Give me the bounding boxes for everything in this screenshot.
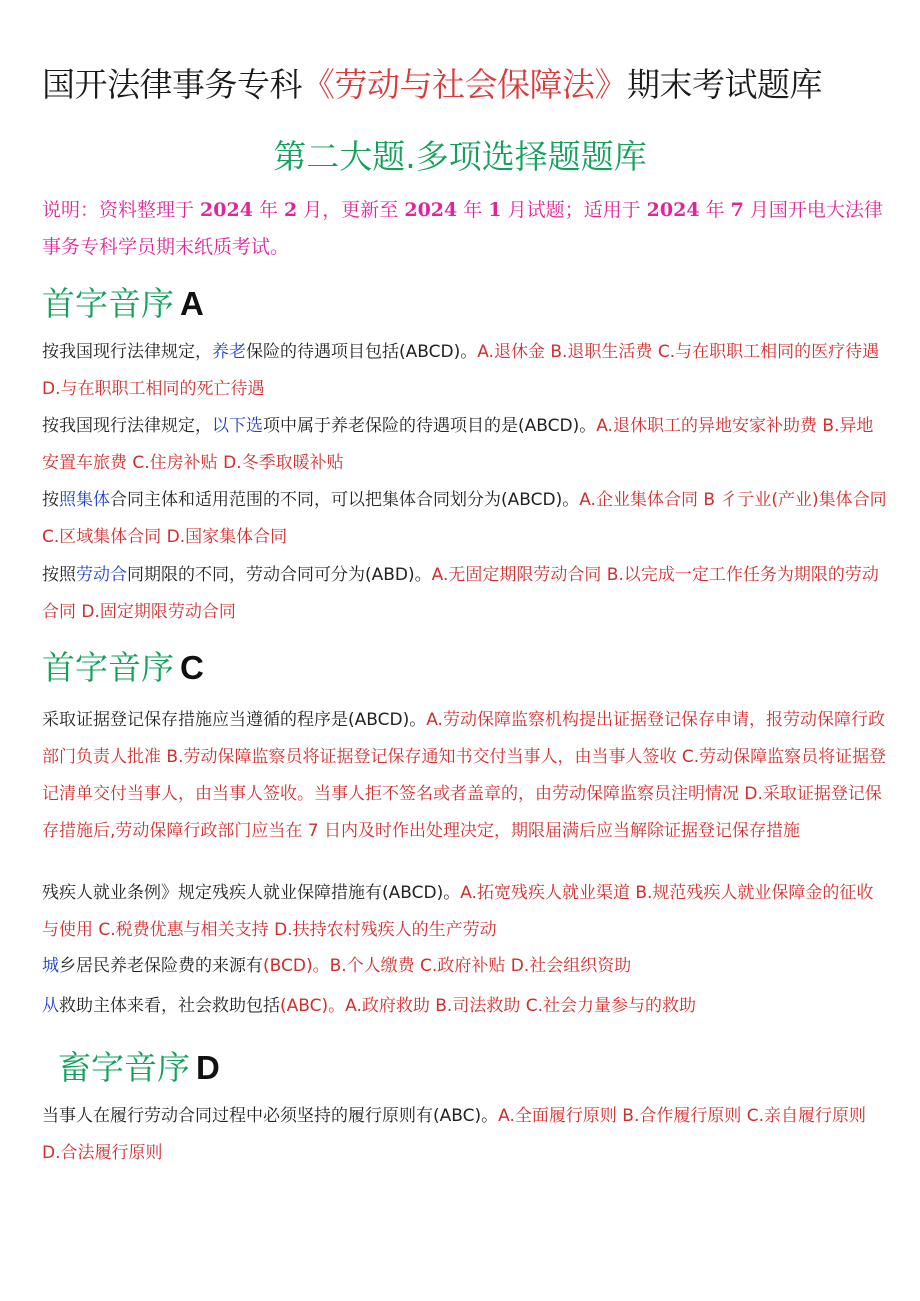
note-text: 年	[699, 199, 731, 221]
index-label: 首字音序	[42, 284, 174, 323]
title-book-name: 《劳动与社会保障法》	[302, 65, 627, 104]
answer-text: (BCD)。B.个人缴费 C.政府补贴 D.社会组织资助	[263, 956, 632, 976]
answer-text: A.劳动保障监察机构提出证据登记保存申请，报劳动保障行政部门负责人批准 B.劳动保障监察员将证据登记保存通知书交付当事人，由当事人签收 C.劳动保障监察员将证据登记清单交付当事人，由当事人签收。当事人拒不签名或者盖章的，由劳动保障监察员注明情况 D.采取证据登记保存措施后,劳动保障行政部门应当在 7 日内及时作出处理决定，期限届满后应当解除证据登记保存措施	[42, 710, 887, 841]
question-text: 项中属于养老保险的待遇项目的是(ABCD)。	[263, 416, 597, 436]
question-text: 按	[42, 490, 59, 510]
answer-text: A.退休职工的异地安家补助费 B.异地安置车旅费 C.住房补贴 D.冬季取暖补贴	[42, 416, 874, 473]
note-month: 2	[284, 199, 298, 221]
question-item	[42, 1098, 887, 1172]
question-text: 合同主体和适用范围的不同，可以把集体合同划分为(ABCD)。	[110, 490, 580, 510]
question-text: 按照	[42, 565, 76, 585]
question-text: 保险的待遇项目包括(ABCD)。	[246, 342, 478, 362]
answer-text: A.企业集体合同 B 彳亍业(产业)集体合同 C.区域集体合同 D.国家集体合同	[42, 490, 887, 547]
note-year: 2024	[404, 199, 458, 221]
answer-text: A.退休金 B.退职生活费 C.与在职职工相同的医疗待遇 D.与在职职工相同的死亡待遇	[42, 342, 880, 399]
question-item	[42, 988, 887, 1025]
index-heading-d	[58, 1046, 220, 1090]
answer-text: A.无固定期限劳动合同 B.以完成一定工作任务为期限的劳动合同 D.固定期限劳动合同	[42, 565, 879, 622]
question-text: 同期限的不同，劳动合同可分为(ABD)。	[127, 565, 432, 585]
question-highlight: 养老	[212, 342, 246, 362]
index-heading-a	[42, 282, 204, 326]
question-item	[42, 948, 887, 985]
note-year: 2024	[200, 199, 253, 221]
index-letter: A	[180, 285, 204, 322]
question-text: 采取证据登记保存措施应当遵循的程序是(ABCD)。	[42, 710, 427, 730]
index-letter: D	[196, 1049, 220, 1086]
question-highlight: 城	[42, 956, 59, 976]
question-text: 救助主体来看，社会救助包括	[59, 996, 280, 1016]
note-text: 月试题；适用于	[501, 199, 647, 221]
question-text: 残疾人就业条例》规定残疾人就业保障措施有(ABCD)。	[42, 883, 461, 903]
note-year: 2024	[646, 199, 700, 221]
document-title	[42, 62, 902, 108]
note-text: 年	[252, 199, 285, 221]
question-highlight: 劳动合	[76, 565, 127, 585]
question-item	[42, 702, 887, 850]
question-highlight: 从	[42, 996, 59, 1016]
question-text: 乡居民养老保险费的来源有	[59, 956, 263, 976]
answer-text: (ABC)。A.政府救助 B.司法救助 C.社会力量参与的救助	[280, 996, 697, 1016]
note-text: 说明：资料整理于	[42, 199, 201, 221]
note-text: 年	[457, 199, 489, 221]
section-heading: 第二大题.多项选择题题库	[273, 137, 647, 176]
index-label: 畜字音序	[58, 1048, 190, 1087]
note-month: 1	[488, 199, 502, 221]
question-item	[42, 557, 887, 631]
description-note	[42, 192, 887, 266]
note-month: 7	[730, 199, 744, 221]
question-item	[42, 334, 887, 408]
title-prefix: 国开法律事务专科	[42, 65, 302, 104]
note-text: 月，更新至	[297, 199, 405, 221]
answer-text: A.全面履行原则 B.合作履行原则 C.亲自履行原则 D.合法履行原则	[42, 1106, 867, 1163]
title-suffix: 期末考试题库	[627, 65, 822, 104]
question-text: 按我国现行法律规定，	[42, 342, 212, 362]
question-item	[42, 875, 887, 949]
question-item	[42, 482, 887, 556]
question-text: 当事人在履行劳动合同过程中必须坚持的履行原则有(ABC)。	[42, 1106, 499, 1126]
question-text: 按我国现行法律规定，	[42, 416, 212, 436]
question-highlight: 以下选	[212, 416, 263, 436]
index-label: 首字音序	[42, 648, 174, 687]
question-highlight: 照集体	[59, 490, 110, 510]
answer-text: A.拓宽残疾人就业渠道 B.规范残疾人就业保障金的征收与使用 C.税费优惠与相关支持 D.扶持农村残疾人的生产劳动	[42, 883, 874, 940]
index-letter: C	[180, 649, 204, 686]
question-item	[42, 408, 887, 482]
index-heading-c	[42, 646, 204, 690]
note-text: 月国开电大法律事务专科学员期末纸质考试。	[42, 199, 883, 258]
